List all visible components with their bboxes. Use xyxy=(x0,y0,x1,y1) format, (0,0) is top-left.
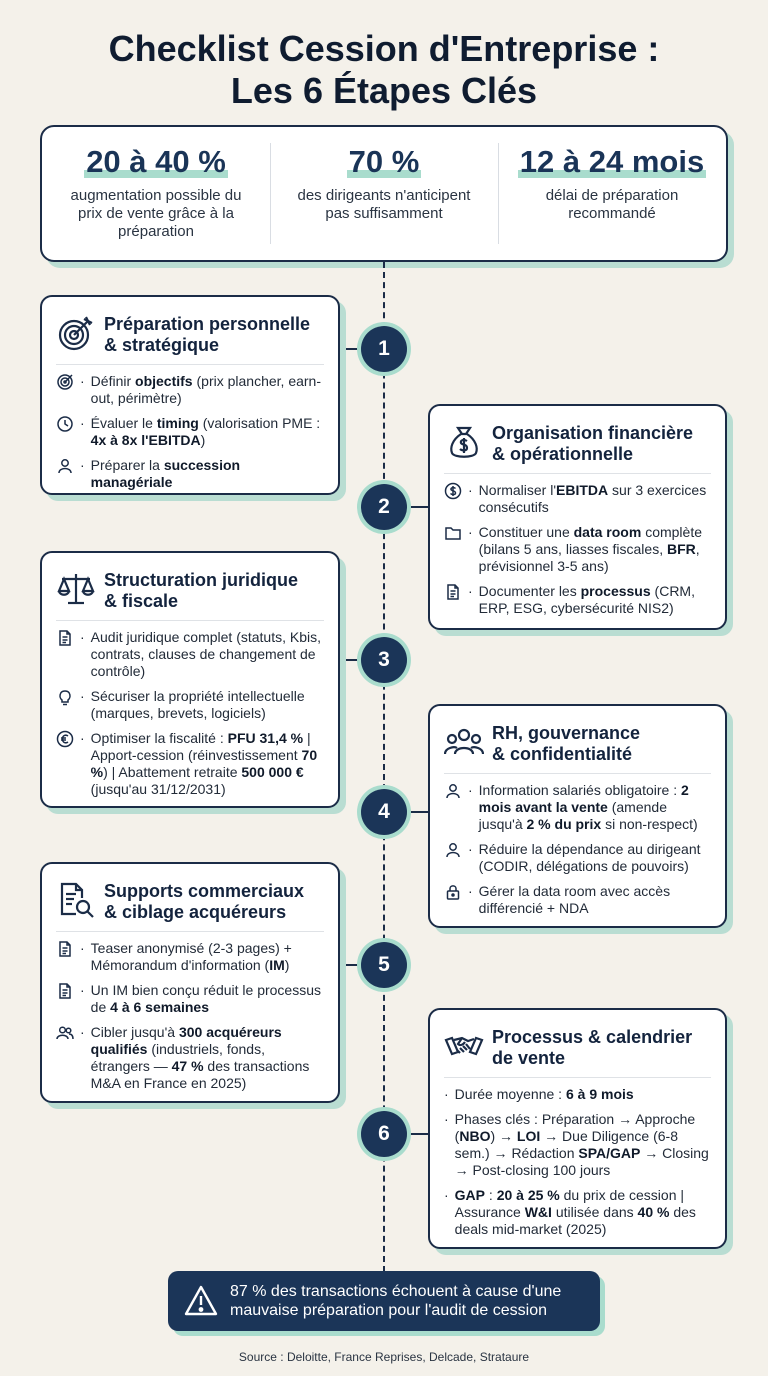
card-title-line: Processus & calendrier xyxy=(492,1027,693,1047)
user-icon xyxy=(444,841,462,859)
text-fragment: ) xyxy=(284,957,290,973)
card-header xyxy=(56,567,324,621)
checklist-item xyxy=(444,1086,711,1103)
text-fragment: Information salariés obligatoire : xyxy=(478,782,681,798)
step-card-1 xyxy=(40,295,340,495)
text-fragment: 6 à 9 mois xyxy=(565,1086,634,1102)
checklist-item xyxy=(444,883,711,917)
target-icon xyxy=(56,373,74,391)
text-fragment: : xyxy=(485,1187,497,1203)
checklist-item xyxy=(444,1111,711,1179)
text-fragment: Teaser anonymisé (2-3 pages) + Mémorandum d'information ( xyxy=(90,940,292,973)
text-fragment: Gérer la data room avec accès différencié + NDA xyxy=(478,883,671,916)
text-fragment: processus xyxy=(580,583,651,599)
checklist-item xyxy=(56,1024,324,1092)
document-icon xyxy=(56,982,74,1000)
card-title-line: Organisation financière xyxy=(492,423,694,443)
document-icon xyxy=(56,629,74,647)
text-fragment: W&I xyxy=(524,1204,552,1220)
step-number: 5 xyxy=(361,942,407,988)
text-fragment: timing xyxy=(156,415,199,431)
card-title xyxy=(104,878,304,923)
text-fragment: SPA/GAP xyxy=(578,1145,641,1161)
text-fragment: data room xyxy=(573,524,642,540)
stat-caption: délai de préparation recommandé xyxy=(545,187,679,222)
document-search-icon xyxy=(56,880,96,920)
checklist-item xyxy=(56,982,324,1016)
card-title-line: Supports commerciaux xyxy=(104,881,305,901)
source-note: Source : Deloitte, France Reprises, Delcade, Strataure xyxy=(238,1350,530,1364)
stat-value: 70 % xyxy=(348,144,420,179)
text-fragment: 300 acquéreurs qualifiés xyxy=(90,1024,282,1057)
text-fragment: → Due Diligence (6-8 sem.) → Rédaction xyxy=(454,1128,678,1161)
card-title-line: Préparation personnelle xyxy=(104,314,311,334)
checklist-item-text xyxy=(91,457,324,491)
card-title-line: & stratégique xyxy=(104,335,220,355)
checklist-item-text xyxy=(455,1086,634,1103)
euro-icon xyxy=(56,730,74,748)
user-icon xyxy=(444,782,462,800)
stat-caption: des dirigeants n'anticipent pas suffisamment xyxy=(297,187,471,222)
card-title xyxy=(104,567,298,612)
text-fragment: succession managériale xyxy=(90,457,241,490)
checklist-item xyxy=(56,373,324,407)
lightbulb-icon xyxy=(56,688,74,706)
card-items xyxy=(56,940,324,1092)
checklist-item-text xyxy=(91,629,324,680)
bullet-dot: · xyxy=(468,482,473,498)
bullet-dot: · xyxy=(444,1086,449,1102)
text-fragment: EBITDA xyxy=(556,482,609,498)
text-fragment: PFU 31,4 % xyxy=(227,730,304,746)
checklist-item-text xyxy=(479,583,711,617)
text-fragment: Phases clés : Préparation → Approche ( xyxy=(454,1111,696,1144)
checklist-item-text xyxy=(479,482,711,516)
document-icon xyxy=(444,583,462,601)
step-number: 6 xyxy=(361,1111,407,1157)
dollar-icon xyxy=(444,482,462,500)
card-items xyxy=(56,373,324,491)
text-fragment: 47 % xyxy=(171,1058,204,1074)
checklist-item xyxy=(56,415,324,449)
text-fragment: utilisée dans xyxy=(551,1204,638,1220)
stat-value: 12 à 24 mois xyxy=(519,144,705,179)
text-fragment: Un IM bien conçu réduit le processus de xyxy=(90,982,322,1015)
checklist-item xyxy=(444,1187,711,1238)
step-card-4 xyxy=(428,704,727,928)
text-fragment: BFR xyxy=(666,541,696,557)
text-fragment: (amende jusqu'à xyxy=(478,799,667,832)
checklist-item xyxy=(444,524,711,575)
text-fragment: Préparer la xyxy=(90,457,164,473)
text-fragment: des deals mid-market (2025) xyxy=(454,1204,696,1237)
text-fragment: → Closing → Post-closing 100 jours xyxy=(454,1145,709,1178)
text-fragment: Optimiser la fiscalité : xyxy=(90,730,228,746)
checklist-item xyxy=(56,730,324,798)
stat-item xyxy=(42,127,270,260)
bullet-dot: · xyxy=(80,688,85,704)
stat-item xyxy=(498,127,726,260)
step-number: 4 xyxy=(361,789,407,835)
money-bag-icon xyxy=(444,422,484,462)
bullet-dot: · xyxy=(444,1187,449,1203)
text-fragment: ) xyxy=(200,432,206,448)
text-fragment: Évaluer le xyxy=(90,415,157,431)
target-icon xyxy=(56,313,96,353)
bullet-dot: · xyxy=(80,982,85,998)
checklist-item-text xyxy=(479,524,711,575)
bullet-dot: · xyxy=(80,940,85,956)
bullet-dot: · xyxy=(468,841,473,857)
checklist-item-text xyxy=(91,730,324,798)
card-header xyxy=(56,878,324,932)
card-header xyxy=(444,1024,711,1078)
checklist-item-text xyxy=(91,940,324,974)
team-icon xyxy=(444,722,484,762)
card-header xyxy=(56,311,324,365)
stat-value: 20 à 40 % xyxy=(86,144,226,179)
step-card-2 xyxy=(428,404,727,630)
checklist-item-text xyxy=(479,883,711,917)
connector xyxy=(404,506,430,508)
checklist-item-text xyxy=(91,373,324,407)
text-fragment: si non-respect) xyxy=(601,816,698,832)
stat-item xyxy=(270,127,498,260)
text-fragment: ) → xyxy=(490,1128,517,1144)
bullet-dot: · xyxy=(444,1111,449,1127)
text-fragment: 4 à 6 semaines xyxy=(110,999,209,1015)
text-fragment: sur 3 exercices consécutifs xyxy=(478,482,707,515)
checklist-item-text xyxy=(91,982,324,1016)
checklist-item-text xyxy=(479,841,711,875)
stats-panel xyxy=(40,125,728,262)
card-title-line: de vente xyxy=(492,1048,566,1068)
checklist-item xyxy=(56,629,324,680)
scales-icon xyxy=(56,569,96,609)
text-fragment: LOI xyxy=(516,1128,541,1144)
card-title xyxy=(492,420,693,465)
bullet-dot: · xyxy=(468,883,473,899)
card-title-line: RH, gouvernance xyxy=(492,723,641,743)
text-fragment: Constituer une xyxy=(478,524,574,540)
text-fragment: 500 000 € xyxy=(241,764,304,780)
card-title-line: Structuration juridique xyxy=(104,570,299,590)
card-items xyxy=(56,629,324,798)
alert-text: 87 % des transactions échouent à cause d'une mauvaise préparation pour l'audit de cession xyxy=(230,1283,562,1319)
text-fragment: 4x à 8x l'EBITDA xyxy=(90,432,201,448)
text-fragment: Sécuriser la propriété intellectuelle (marques, brevets, logiciels) xyxy=(90,688,305,721)
bullet-dot: · xyxy=(80,457,85,473)
text-fragment: complète (bilans 5 ans, liasses fiscales, xyxy=(478,524,703,557)
document-icon xyxy=(56,940,74,958)
text-fragment: (valorisation PME : xyxy=(198,415,321,431)
text-fragment: GAP xyxy=(454,1187,486,1203)
step-number: 2 xyxy=(361,484,407,530)
clock-icon xyxy=(56,415,74,433)
card-title-line: & ciblage acquéreurs xyxy=(104,902,287,922)
checklist-item-text xyxy=(479,782,711,833)
bullet-dot: · xyxy=(468,782,473,798)
checklist-item xyxy=(444,841,711,875)
text-fragment: 20 à 25 % xyxy=(496,1187,560,1203)
text-fragment: Durée moyenne : xyxy=(454,1086,566,1102)
text-fragment: (industriels, fonds, étrangers — xyxy=(90,1041,265,1074)
text-fragment: ) | Abattement retraite xyxy=(103,764,242,780)
text-fragment: | Apport-cession (réinvestissement xyxy=(90,730,311,763)
card-header xyxy=(444,720,711,774)
connector xyxy=(404,1133,430,1135)
step-card-6 xyxy=(428,1008,727,1249)
checklist-item xyxy=(56,940,324,974)
checklist-item xyxy=(56,688,324,722)
step-number: 3 xyxy=(361,637,407,683)
text-fragment: (prix plancher, earn-out, périmètre) xyxy=(90,373,322,406)
step-card-5 xyxy=(40,862,340,1103)
text-fragment: 2 % du prix xyxy=(526,816,602,832)
card-title-line: & confidentialité xyxy=(492,744,633,764)
handshake-icon xyxy=(444,1026,484,1066)
text-fragment: Définir xyxy=(90,373,136,389)
card-title-line: & fiscale xyxy=(104,591,179,611)
card-items xyxy=(444,782,711,917)
text-fragment: Audit juridique complet (statuts, Kbis, contrats, clauses de changement de contrôle) xyxy=(90,629,322,679)
text-fragment: Normaliser l' xyxy=(478,482,557,498)
text-fragment: 2 mois avant la vente xyxy=(478,782,689,815)
title-line-1: Checklist Cession d'Entreprise : xyxy=(108,28,660,69)
checklist-item-text xyxy=(91,1024,324,1092)
checklist-item xyxy=(444,583,711,617)
user-icon xyxy=(56,457,74,475)
connector xyxy=(404,811,430,813)
checklist-item-text xyxy=(91,688,324,722)
text-fragment: 40 % xyxy=(637,1204,670,1220)
text-fragment: Documenter les xyxy=(478,583,581,599)
text-fragment: NBO xyxy=(459,1128,491,1144)
text-fragment: Cibler jusqu'à xyxy=(90,1024,179,1040)
title-line-2: Les 6 Étapes Clés xyxy=(230,70,538,111)
folder-icon xyxy=(444,524,462,542)
bullet-dot: · xyxy=(80,629,85,645)
text-fragment: (CRM, ERP, ESG, cybersécurité NIS2) xyxy=(478,583,695,616)
checklist-item-text xyxy=(91,415,324,449)
step-card-3 xyxy=(40,551,340,808)
text-fragment: IM xyxy=(269,957,285,973)
card-items xyxy=(444,1086,711,1238)
bullet-dot: · xyxy=(80,415,85,431)
bullet-dot: · xyxy=(80,1024,85,1040)
text-fragment: Réduire la dépendance au dirigeant (CODIR, délégations de pouvoirs) xyxy=(478,841,701,874)
text-fragment: des transactions M&A en France en 2025) xyxy=(90,1058,310,1091)
bullet-dot: · xyxy=(80,730,85,746)
bullet-dot: · xyxy=(468,583,473,599)
checklist-item-text xyxy=(455,1111,711,1179)
card-title xyxy=(104,311,310,356)
page-title xyxy=(0,28,768,112)
checklist-item xyxy=(56,457,324,491)
card-title-line: & opérationnelle xyxy=(492,444,634,464)
bullet-dot: · xyxy=(468,524,473,540)
warning-icon xyxy=(184,1284,218,1318)
text-fragment: (jusqu'au 31/12/2031) xyxy=(90,781,226,797)
alert-banner xyxy=(168,1271,600,1331)
users-icon xyxy=(56,1024,74,1042)
step-number: 1 xyxy=(361,326,407,372)
checklist-item xyxy=(444,482,711,516)
checklist-item-text xyxy=(455,1187,711,1238)
lock-icon xyxy=(444,883,462,901)
card-title xyxy=(492,1024,692,1069)
stat-caption: augmentation possible du prix de vente grâce à la préparation xyxy=(70,187,242,240)
text-fragment: objectifs xyxy=(135,373,193,389)
card-title xyxy=(492,720,640,765)
checklist-item xyxy=(444,782,711,833)
text-fragment: du prix de cession | Assurance xyxy=(454,1187,685,1220)
card-header xyxy=(444,420,711,474)
text-fragment: 70 % xyxy=(90,747,318,780)
bullet-dot: · xyxy=(80,373,85,389)
text-fragment: , prévisionnel 3-5 ans) xyxy=(478,541,700,574)
card-items xyxy=(444,482,711,617)
